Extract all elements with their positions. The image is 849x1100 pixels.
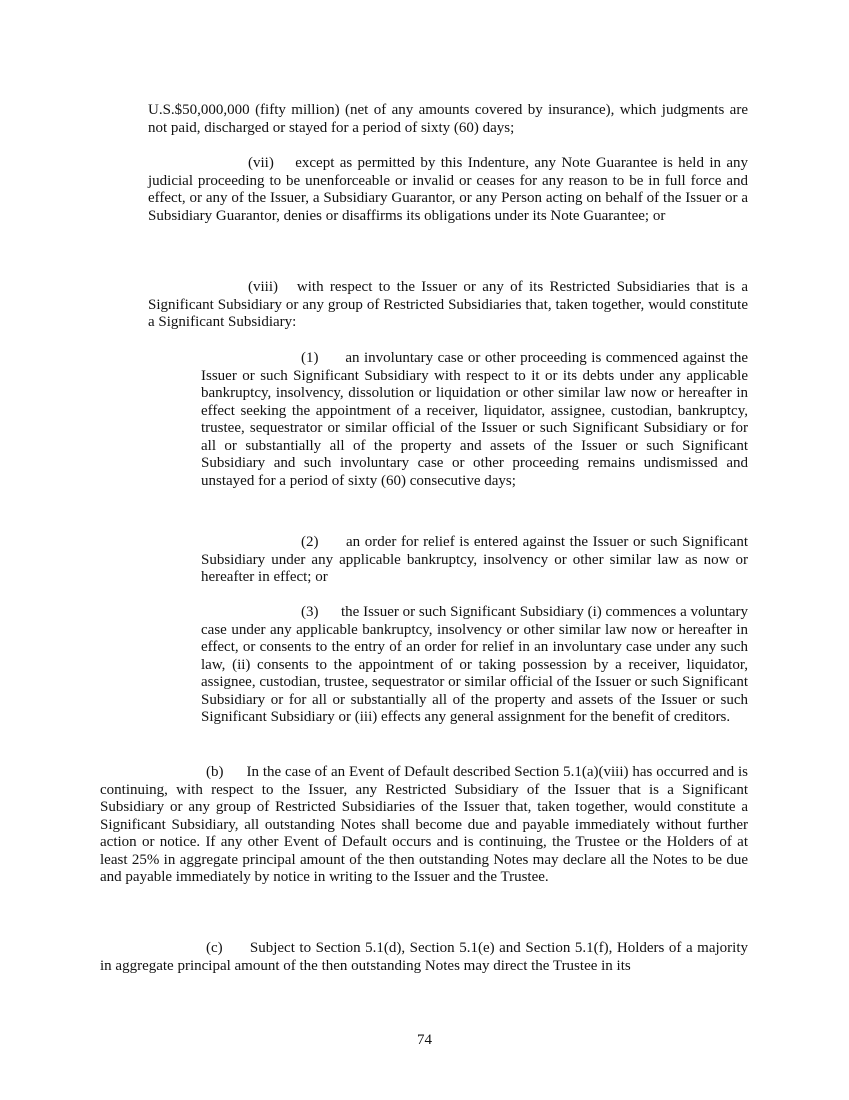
paragraph-clause-viii: (viii) with respect to the Issuer or any of its Restricted Subsidiaries that is a Significant Subsidiary or any group of Restricted Subsidiaries that, taken together, would constitute a Significant Subsidiary: (148, 279, 748, 330)
paragraph-section-c: (c) Subject to Section 5.1(d), Section 5.1(e) and Section 5.1(f), Holders of a majority in aggregate principal amount of the then outstanding Notes may direct the Trustee in its (100, 940, 748, 974)
paragraph-subclause-3: (3) the Issuer or such Significant Subsidiary (i) commences a voluntary case under any applicable bankruptcy, insolvency or other similar law now or hereafter in effect, or consents to the entry of an order for relief in an involuntary case under any such law, (ii) consents to the appointment of or taking possession by a receiver, liquidator, assignee, custodian, trustee, sequestrator or similar official of the Issuer or such Significant Subsidiary or for all or substantially all of the property and assets of the Issuer or such Significant Subsidiary or (iii) effects any general assignment for the benefit of creditors. (201, 604, 748, 725)
paragraph-subclause-1: (1) an involuntary case or other proceeding is commenced against the Issuer or such Significant Subsidiary with respect to it or its debts under any applicable bankruptcy, insolvency, dissolution or liquidation or other similar law now or hereafter in effect seeking the appointment of a receiver, liquidator, assignee, custodian, bankruptcy, trustee, sequestrator or similar official of the Issuer or such Significant Subsidiary or for all or substantially all of the property and assets of the Issuer or such Significant Subsidiary and such involuntary case or other proceeding remains undismissed and unstayed for a period of sixty (60) consecutive days; (201, 350, 748, 489)
page-number: 74 (417, 1032, 432, 1048)
paragraph-subclause-2: (2) an order for relief is entered against the Issuer or such Significant Subsidiary under any applicable bankruptcy, insolvency or other similar law as now or hereafter in effect; or (201, 534, 748, 585)
paragraph-judgments-continuation: U.S.$50,000,000 (fifty million) (net of any amounts covered by insurance), which judgments are not paid, discharged or stayed for a period of sixty (60) days; (148, 102, 748, 136)
paragraph-section-b: (b) In the case of an Event of Default described Section 5.1(a)(viii) has occurred and is continuing, with respect to the Issuer, any Restricted Subsidiary of the Issuer that is a Significant Subsidiary or any group of Restricted Subsidiaries of the Issuer that, taken together, would constitute a Significant Subsidiary, all outstanding Notes shall become due and payable immediately without further action or notice. If any other Event of Default occurs and is continuing, the Trustee or the Holders of at least 25% in aggregate principal amount of the then outstanding Notes may declare all the Notes to be due and payable immediately by notice in writing to the Issuer and the Trustee. (100, 764, 748, 885)
paragraph-clause-vii: (vii) except as permitted by this Indenture, any Note Guarantee is held in any judicial proceeding to be unenforceable or invalid or ceases for any reason to be in full force and effect, or any of the Issuer, a Subsidiary Guarantor, or any Person acting on behalf of the Issuer or a Subsidiary Guarantor, denies or disaffirms its obligations under its Note Guarantee; or (148, 155, 748, 224)
